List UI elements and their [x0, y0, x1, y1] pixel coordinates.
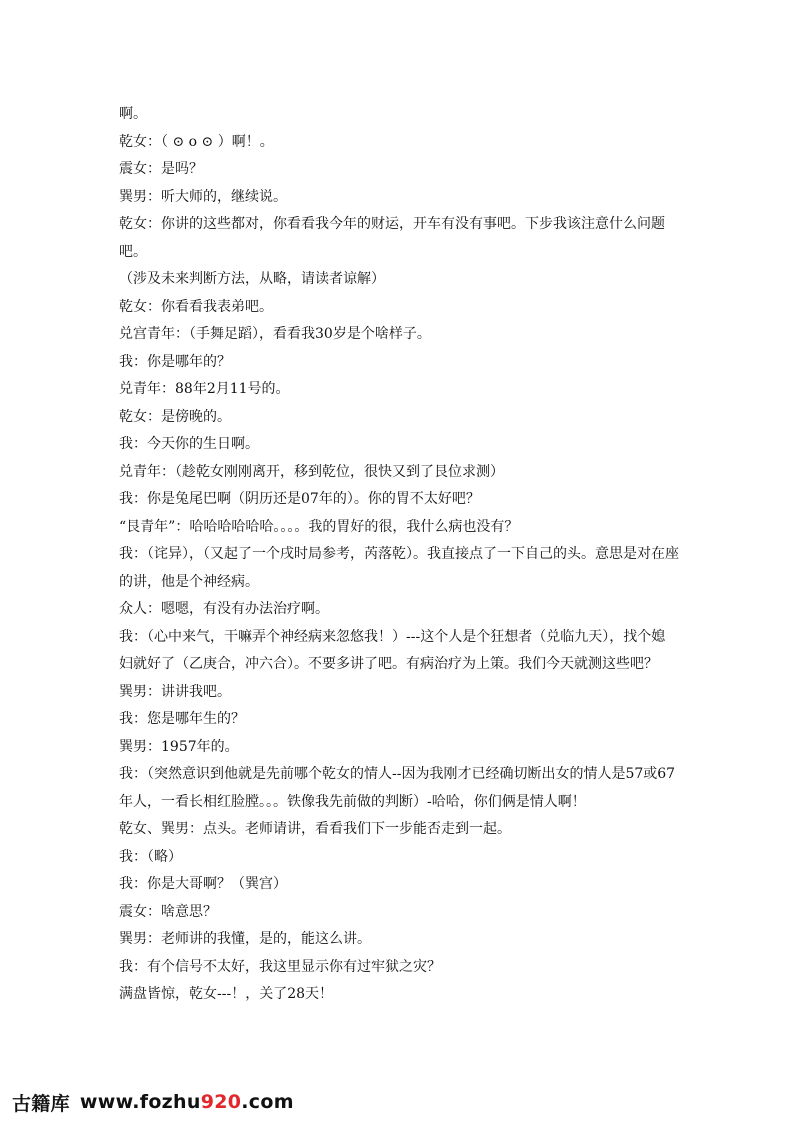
dialogue-line: 巽男：讲讲我吧。: [119, 683, 231, 700]
dialogue-line: 我：（突然意识到他就是先前哪个乾女的情人--因为我刚才已经确切断出女的情人是57或67年人，一看长相红脸膛。。。铁像我先前做的判断）-哈哈，你们俩是情人啊！: [119, 766, 676, 810]
dialogue-line: 我：（略）: [119, 848, 182, 865]
dialogue-line: 乾女：你讲的这些都对，你看看我今年的财运，开车有没有事吧。下步我该注意什么问题吧。: [119, 216, 665, 260]
dialogue-line: 众人：嗯嗯，有没有办法治疗啊。: [119, 601, 329, 617]
dialogue-line: 我：您是哪年生的？: [119, 711, 245, 727]
dialogue-line: 我：（诧异），（又起了一个戌时局参考，芮落乾）。我直接点了一下自己的头。意思是对在座的讲，他是个神经病。: [119, 546, 679, 590]
dialogue-line: 乾女：是傍晚的。: [119, 408, 231, 425]
dialogue-line: 震女：啥意思？: [119, 903, 217, 920]
watermark-site-name: 古籍库: [12, 1092, 70, 1115]
site-watermark: [12, 1088, 294, 1116]
document-body: [119, 101, 679, 1009]
dialogue-line: 巽男：1957年的。: [119, 738, 239, 755]
dialogue-line: 兑青年：（趁乾女刚刚离开，移到乾位，很快又到了艮位求测）: [119, 463, 504, 480]
dialogue-line: 我：今天你的生日啊。: [119, 436, 259, 452]
watermark-url-number: 920: [200, 1091, 242, 1113]
dialogue-line: 震女：是吗？: [119, 161, 203, 177]
dialogue-line: 乾女：你看看我表弟吧。: [119, 298, 273, 315]
dialogue-line: 巽男：老师讲的我懂，是的，能这么讲。: [119, 931, 371, 947]
dialogue-line: 啊。: [119, 106, 147, 122]
dialogue-line: 乾女：（ ⊙ o ⊙ ）啊！。: [119, 133, 274, 150]
watermark-url-suffix: .com: [241, 1091, 294, 1113]
dialogue-line: 满盘皆惊，乾女---！，关了28天！: [119, 986, 334, 1002]
dialogue-line: 乾女、巽男：点头。老师请讲，看看我们下一步能否走到一起。: [119, 821, 511, 837]
watermark-url-prefix: www.fozhu: [79, 1091, 201, 1113]
dialogue-line: 我：你是兔尾巴啊（阴历还是07年的）。你的胃不太好吧？: [119, 491, 480, 507]
dialogue-line: 巽男：听大师的，继续说。: [119, 188, 287, 205]
dialogue-line: 我：（心中来气，干嘛弄个神经病来忽悠我！）---这个人是个狂想者（兑临九天），找个媳妇就好了（乙庚合，冲六合）。不要多讲了吧。有病治疗为上策。我们今天就测这些吧？: [119, 628, 666, 672]
dialogue-line: “艮青年”：哈哈哈哈哈哈。。。。我的胃好的很，我什么病也没有？: [119, 518, 519, 535]
dialogue-line: 我：你是哪年的？: [119, 353, 231, 370]
dialogue-line: 我：有个信号不太好，我这里显示你有过牢狱之灾？: [119, 958, 441, 975]
dialogue-line: （涉及未来判断方法，从略，请读者谅解）: [119, 271, 385, 287]
dialogue-line: 兑宫青年：（手舞足蹈），看看我30岁是个啥样子。: [119, 326, 431, 342]
dialogue-line: 我：你是大哥啊？（巽宫）: [119, 876, 287, 892]
dialogue-line: 兑青年：88年2月11号的。: [119, 381, 290, 397]
